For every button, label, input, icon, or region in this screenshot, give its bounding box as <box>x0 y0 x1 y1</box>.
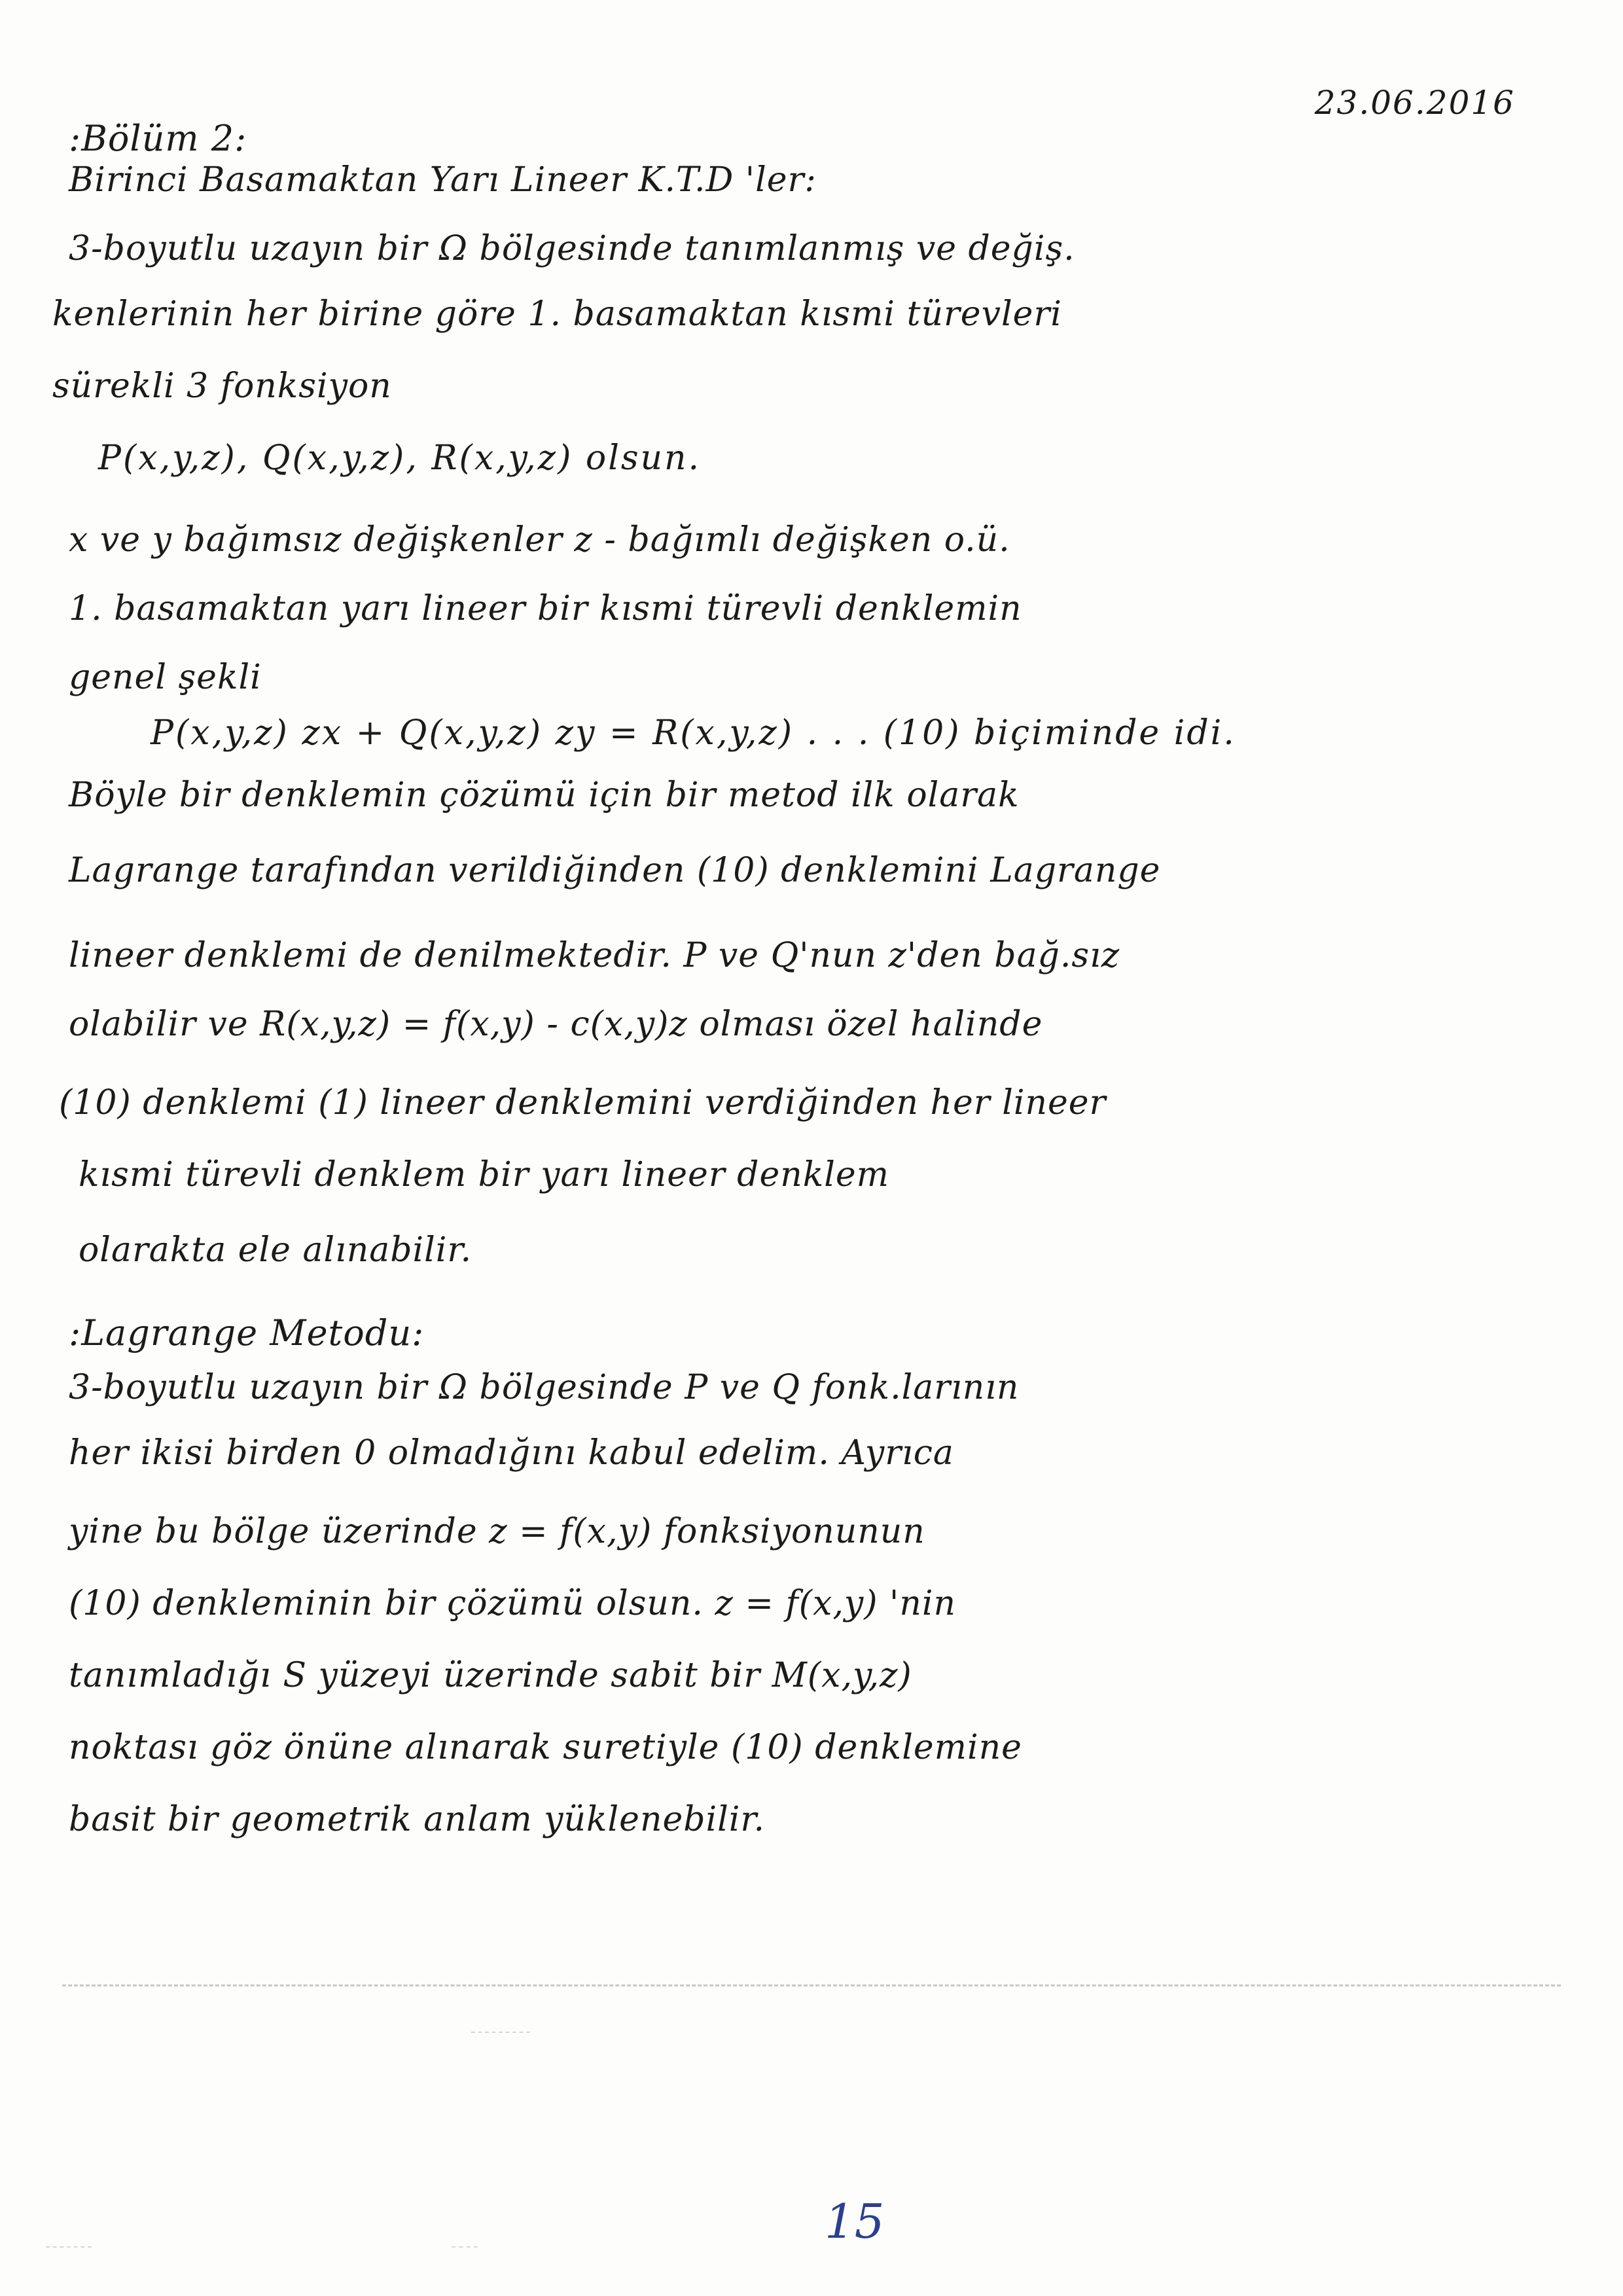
text-line: basit bir geometrik anlam yüklenebilir. <box>69 1800 766 1839</box>
page-date: 23.06.2016 <box>1314 84 1515 122</box>
text-line: (10) denklemi (1) lineer denklemini verdiğinden her lineer <box>59 1083 1107 1122</box>
text-line: Birinci Basamaktan Yarı Lineer K.T.D 'ler: <box>69 160 817 200</box>
text-line: kısmi türevli denklem bir yarı lineer denklem <box>79 1155 889 1194</box>
text-line: (10) denkleminin bir çözümü olsun. z = f(x,y) 'nin <box>69 1584 956 1623</box>
divider-line <box>62 1984 1561 1986</box>
scan-speck <box>452 2246 478 2248</box>
text-line: 3-boyutlu uzayın bir Ω bölgesinde P ve Q fonk.larının <box>69 1368 1020 1407</box>
text-line: noktası göz önüne alınarak suretiyle (10) denklemine <box>69 1728 1022 1767</box>
text-line: x ve y bağımsız değişkenler z - bağımlı değişken o.ü. <box>69 520 1010 560</box>
text-line: Böyle bir denklemin çözümü için bir metod ilk olarak <box>69 776 1020 815</box>
text-line: olarakta ele alınabilir. <box>79 1230 473 1270</box>
text-line: her ikisi birden 0 olmadığını kabul edelim. Ayrıca <box>69 1433 954 1473</box>
equation-line: P(x,y,z) zx + Q(x,y,z) zy = R(x,y,z) . . . (10) biçiminde idi. <box>151 713 1236 753</box>
text-line: 3-boyutlu uzayın bir Ω bölgesinde tanımlanmış ve değiş. <box>69 229 1075 268</box>
scan-speck <box>471 2032 530 2033</box>
text-line: genel şekli <box>69 658 262 697</box>
text-line: olabilir ve R(x,y,z) = f(x,y) - c(x,y)z olması özel halinde <box>69 1005 1043 1044</box>
text-line: kenlerinin her birine göre 1. basamaktan kısmi türevleri <box>52 295 1062 334</box>
scan-speck <box>46 2246 92 2248</box>
text-line: P(x,y,z), Q(x,y,z), R(x,y,z) olsun. <box>98 439 702 478</box>
section-heading: :Bölüm 2: <box>69 118 247 159</box>
section-heading: :Lagrange Metodu: <box>69 1312 425 1354</box>
text-line: 1. basamaktan yarı lineer bir kısmi türevli denklemin <box>69 589 1022 628</box>
text-line: sürekli 3 fonksiyon <box>52 367 392 406</box>
text-line: yine bu bölge üzerinde z = f(x,y) fonksiyonunun <box>69 1512 925 1551</box>
text-line: Lagrange tarafından verildiğinden (10) denklemini Lagrange <box>69 851 1161 890</box>
text-line: lineer denklemi de denilmektedir. P ve Q'nun z'den bağ.sız <box>69 936 1120 975</box>
text-line: tanımladığı S yüzeyi üzerinde sabit bir M(x,y,z) <box>69 1656 912 1695</box>
page-number: 15 <box>825 2194 885 2249</box>
